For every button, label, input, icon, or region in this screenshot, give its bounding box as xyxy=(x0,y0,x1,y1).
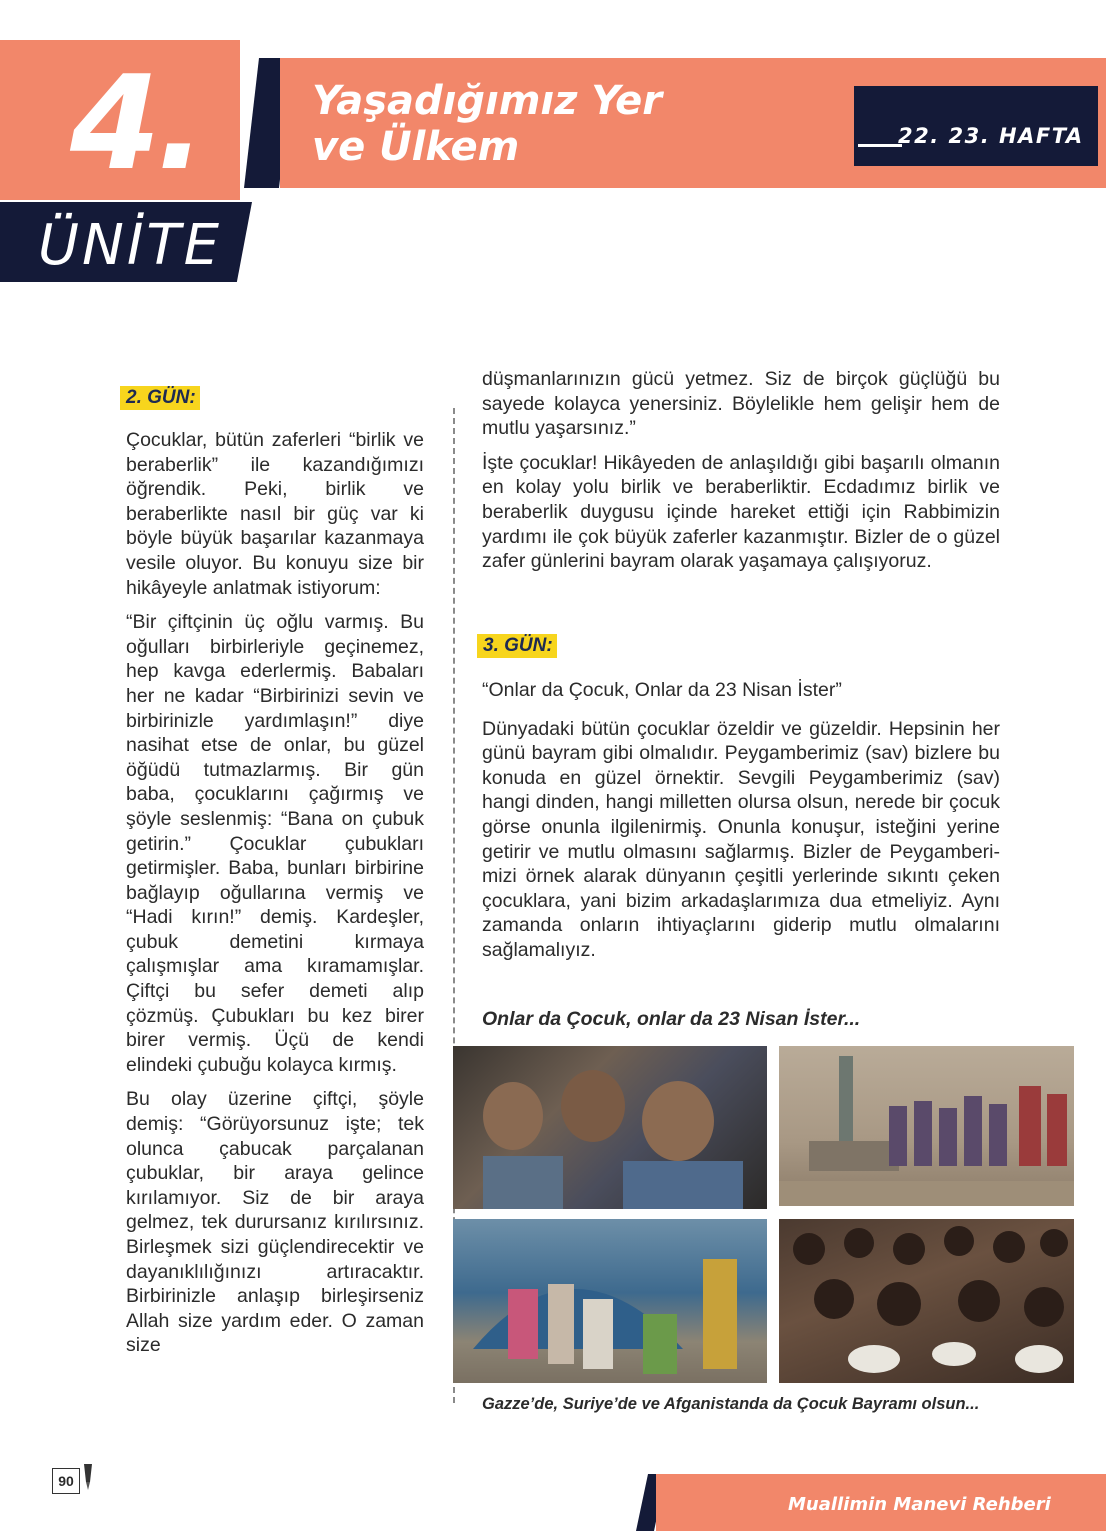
page-number: 90 xyxy=(52,1468,80,1494)
pen-icon-graphic xyxy=(80,1462,96,1494)
week-underline xyxy=(858,144,902,147)
paragraph: Çocuklar, bütün zaferleri “birlik ve beraberlik” ile kazandığımızı öğrendik. Peki, birlik ve beraberlikte nasıl bir güç var ki böyle büyük başarılar kazanmaya vesile oluyor. Bu konuyu size bir hikâyeyle anlatmak istiyorum: xyxy=(126,429,424,599)
unit-title-line-1: Yaşadığımız Yer xyxy=(312,78,662,124)
paragraph: “Onlar da Çocuk, Onlar da 23 Nisan İster” xyxy=(482,679,842,701)
paragraph: “Bir çiftçinin üç oğlu varmış. Bu oğulları birbirleriyle geçinemez, hep kavga ederlermiş. Babaları her ne kadar “Birbirinizi sevin ve birbirinizle yardımlaşın!” diye nasihat etse de onlar, bu güzel öğüdü tutmazlarmış. Bir gün baba, çocuklarını çağırmış ve şöyle seslenmiş: “Bana on çubuk getirin.” Çocuklar çubukları getirmişler. Baba, bunları birbirine bağlayıp oğullarına vermiş ve “Hadi kırın!” demiş. Kardeşler, çubuk demetini kırmaya çalışmışlar ama kıramamışlar. Çiftçi bu sefer demeti alıp çözmüş. Çubukları bu kez birer birer vermiş. Üçü de kendi elindeki çubuğu kolayca kırmış. xyxy=(126,611,424,1076)
unit-title xyxy=(312,78,662,170)
children-photo-4 xyxy=(779,1219,1074,1383)
children-photo-4-illustration xyxy=(779,1219,1074,1383)
left-column-text xyxy=(126,428,424,1368)
pen-icon xyxy=(80,1462,96,1499)
book-title: Muallimin Manevi Rehberi xyxy=(788,1494,1051,1515)
paragraph: düşmanlarınızın gücü yetmez. Siz de birçok güçlüğü bu sayede kolayca yenersiniz. Böylelikle hem gelişir hem de mutlu yaşarsınız.” xyxy=(482,368,1000,440)
right-column-top-text xyxy=(482,367,1000,584)
closing-italic-line: Onlar da Çocuk, onlar da 23 Nisan İster... xyxy=(482,1008,861,1030)
week-label: 22. 23. HAFTA xyxy=(898,124,1084,148)
children-photo-3-illustration xyxy=(453,1219,767,1383)
children-photo-1-illustration xyxy=(453,1046,767,1209)
children-photo-1 xyxy=(453,1046,767,1209)
paragraph: Dünyadaki bütün çocuklar özeldir ve güzeldir. Hepsinin her günü bayram gibi olmalıdır. Peygamberimiz (sav) bizlere bu konuda en güzel örnektir. Sevgili Peygamberimiz (sav) hangi dinden, hangi milletten olursa olsun, nerede bir çocuk görse onunla ilgilenirmiş. Onunla konuşur, isteğini yerine getirir ve mutlu olmasını sağlarmış. Bizler de Peygamberimizi örnek alarak dünyanın çeşitli yerlerinde sıkıntı çeken çocuklara, yani bizim arkadaşlarımıza dua etmeliyiz. Aynı zamanda onların ihtiyaçlarını giderip mutlu olmalarını sağlamalıyız. xyxy=(482,717,1000,961)
unit-title-line-2: ve Ülkem xyxy=(312,124,520,170)
day-3-label: 3. GÜN: xyxy=(477,634,557,658)
paragraph: İşte çocuklar! Hikâyeden de anlaşıldığı gibi başarılı olmanın en kolay yolu birlik ve beraberliktir. Ecdadımız birlik ve beraberlik duygusu içinde hareket ettiği için Rabbimizin yardımı ile çok büyük zaferler kazanmıştır. Bizler de o güzel zafer günlerini bayram olarak yaşamaya çalışıyoruz. xyxy=(482,451,1000,573)
right-column-bottom-text xyxy=(482,678,1000,973)
children-photo-2-illustration xyxy=(779,1046,1074,1206)
children-photo-2 xyxy=(779,1046,1074,1206)
photo-caption: Gazze’de, Suriye’de ve Afganistanda da Çocuk Bayramı olsun... xyxy=(482,1395,980,1413)
day-2-label: 2. GÜN: xyxy=(120,386,200,410)
children-photo-3 xyxy=(453,1219,767,1383)
unit-word: ÜNİTE xyxy=(38,213,222,278)
unit-number: 4. xyxy=(70,47,202,199)
day-2-heading xyxy=(120,386,200,410)
day-3-heading xyxy=(477,634,557,658)
paragraph: Bu olay üzerine çiftçi, şöyle demiş: “Görüyorsunuz işte; tek olunca çabucak parçalanan çubuklar, bir araya gelince kırılamıyor. Siz de bir araya gelmez, tek durursanız kırılırsınız. Birleşmek sizi güçlendirecektir ve dayanıklılığınızı artıracaktır. Birbirinizle anlaşıp birleşirseniz Allah size yardım eder. O zaman size xyxy=(126,1088,424,1357)
